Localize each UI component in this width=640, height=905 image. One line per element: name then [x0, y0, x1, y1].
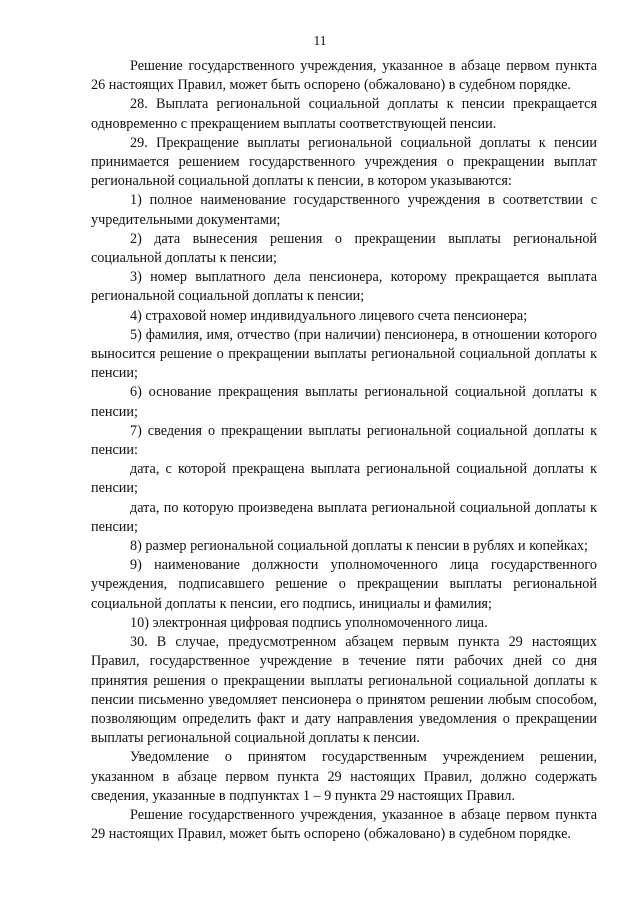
paragraph: Решение государственного учреждения, указанное в абзаце первом пункта 29 настоящих Правил, может быть оспорено (обжаловано) в судебном порядке.	[91, 806, 597, 843]
list-item: 6) основание прекращения выплаты региональной социальной доплаты к пенсии;	[91, 384, 597, 420]
document-body	[91, 57, 597, 844]
paragraph: Уведомление о принятом государственным учреждением решении, указанном в абзаце первом пункта 29 настоящих Правил, должно содержать сведения, указанные в подпунктах 1 – 9 пункта 29 настоящих Правил.	[91, 749, 597, 804]
list-item: 10) электронная цифровая подпись уполномоченного лица.	[130, 614, 488, 631]
list-item: 9) наименование должности уполномоченного лица государственного учреждения, подписавшего решение о прекращении выплаты региональной социальной доплаты к пенсии, его подпись, инициалы и фамилия;	[91, 557, 597, 612]
list-item: 8) размер региональной социальной доплаты к пенсии в рублях и копейках;	[130, 538, 588, 555]
paragraph-28: 28. Выплата региональной социальной доплаты к пенсии прекращается одновременно с прекращением выплаты соответствующей пенсии.	[91, 96, 597, 132]
list-item: дата, с которой прекращена выплата региональной социальной доплаты к пенсии;	[91, 461, 597, 497]
paragraph: Решение государственного учреждения, указанное в абзаце первом пункта 26 настоящих Правил, может быть оспорено (обжаловано) в судебном порядке.	[91, 58, 597, 94]
list-item: 4) страховой номер индивидуального лицевого счета пенсионера;	[130, 307, 528, 324]
page-number: 11	[313, 33, 327, 48]
list-item: 3) номер выплатного дела пенсионера, которому прекращается выплата региональной социальной доплаты к пенсии;	[91, 269, 597, 305]
list-item: 2) дата вынесения решения о прекращении выплаты региональной социальной доплаты к пенсии;	[91, 230, 597, 267]
list-item: дата, по которую произведена выплата региональной социальной доплаты к пенсии;	[91, 499, 597, 535]
list-item: 5) фамилия, имя, отчество (при наличии) пенсионера, в отношении которого выносится решение о прекращении выплаты региональной социальной доплаты к пенсии;	[91, 326, 597, 382]
list-item: 7) сведения о прекращении выплаты региональной социальной доплаты к пенсии:	[91, 422, 597, 459]
paragraph-29: 29. Прекращение выплаты региональной социальной доплаты к пенсии принимается решением государственного учреждения о прекращении выплат региональной социальной доплаты к пенсии, в котором указываются:	[91, 134, 597, 190]
paragraph-30: 30. В случае, предусмотренном абзацем первым пункта 29 настоящих Правил, государственное учреждение в течение пяти рабочих дней со дня принятия решения о прекращении выплаты региональной социальной доплаты к пенсии письменно уведомляет пенсионера о принятом решении любым способом, позволяющим определить факт и дату направления уведомления о прекращении выплаты региональной социальной доплаты к пенсии.	[91, 634, 597, 747]
list-item: 1) полное наименование государственного учреждения в соответствии с учредительными документами;	[91, 192, 597, 228]
